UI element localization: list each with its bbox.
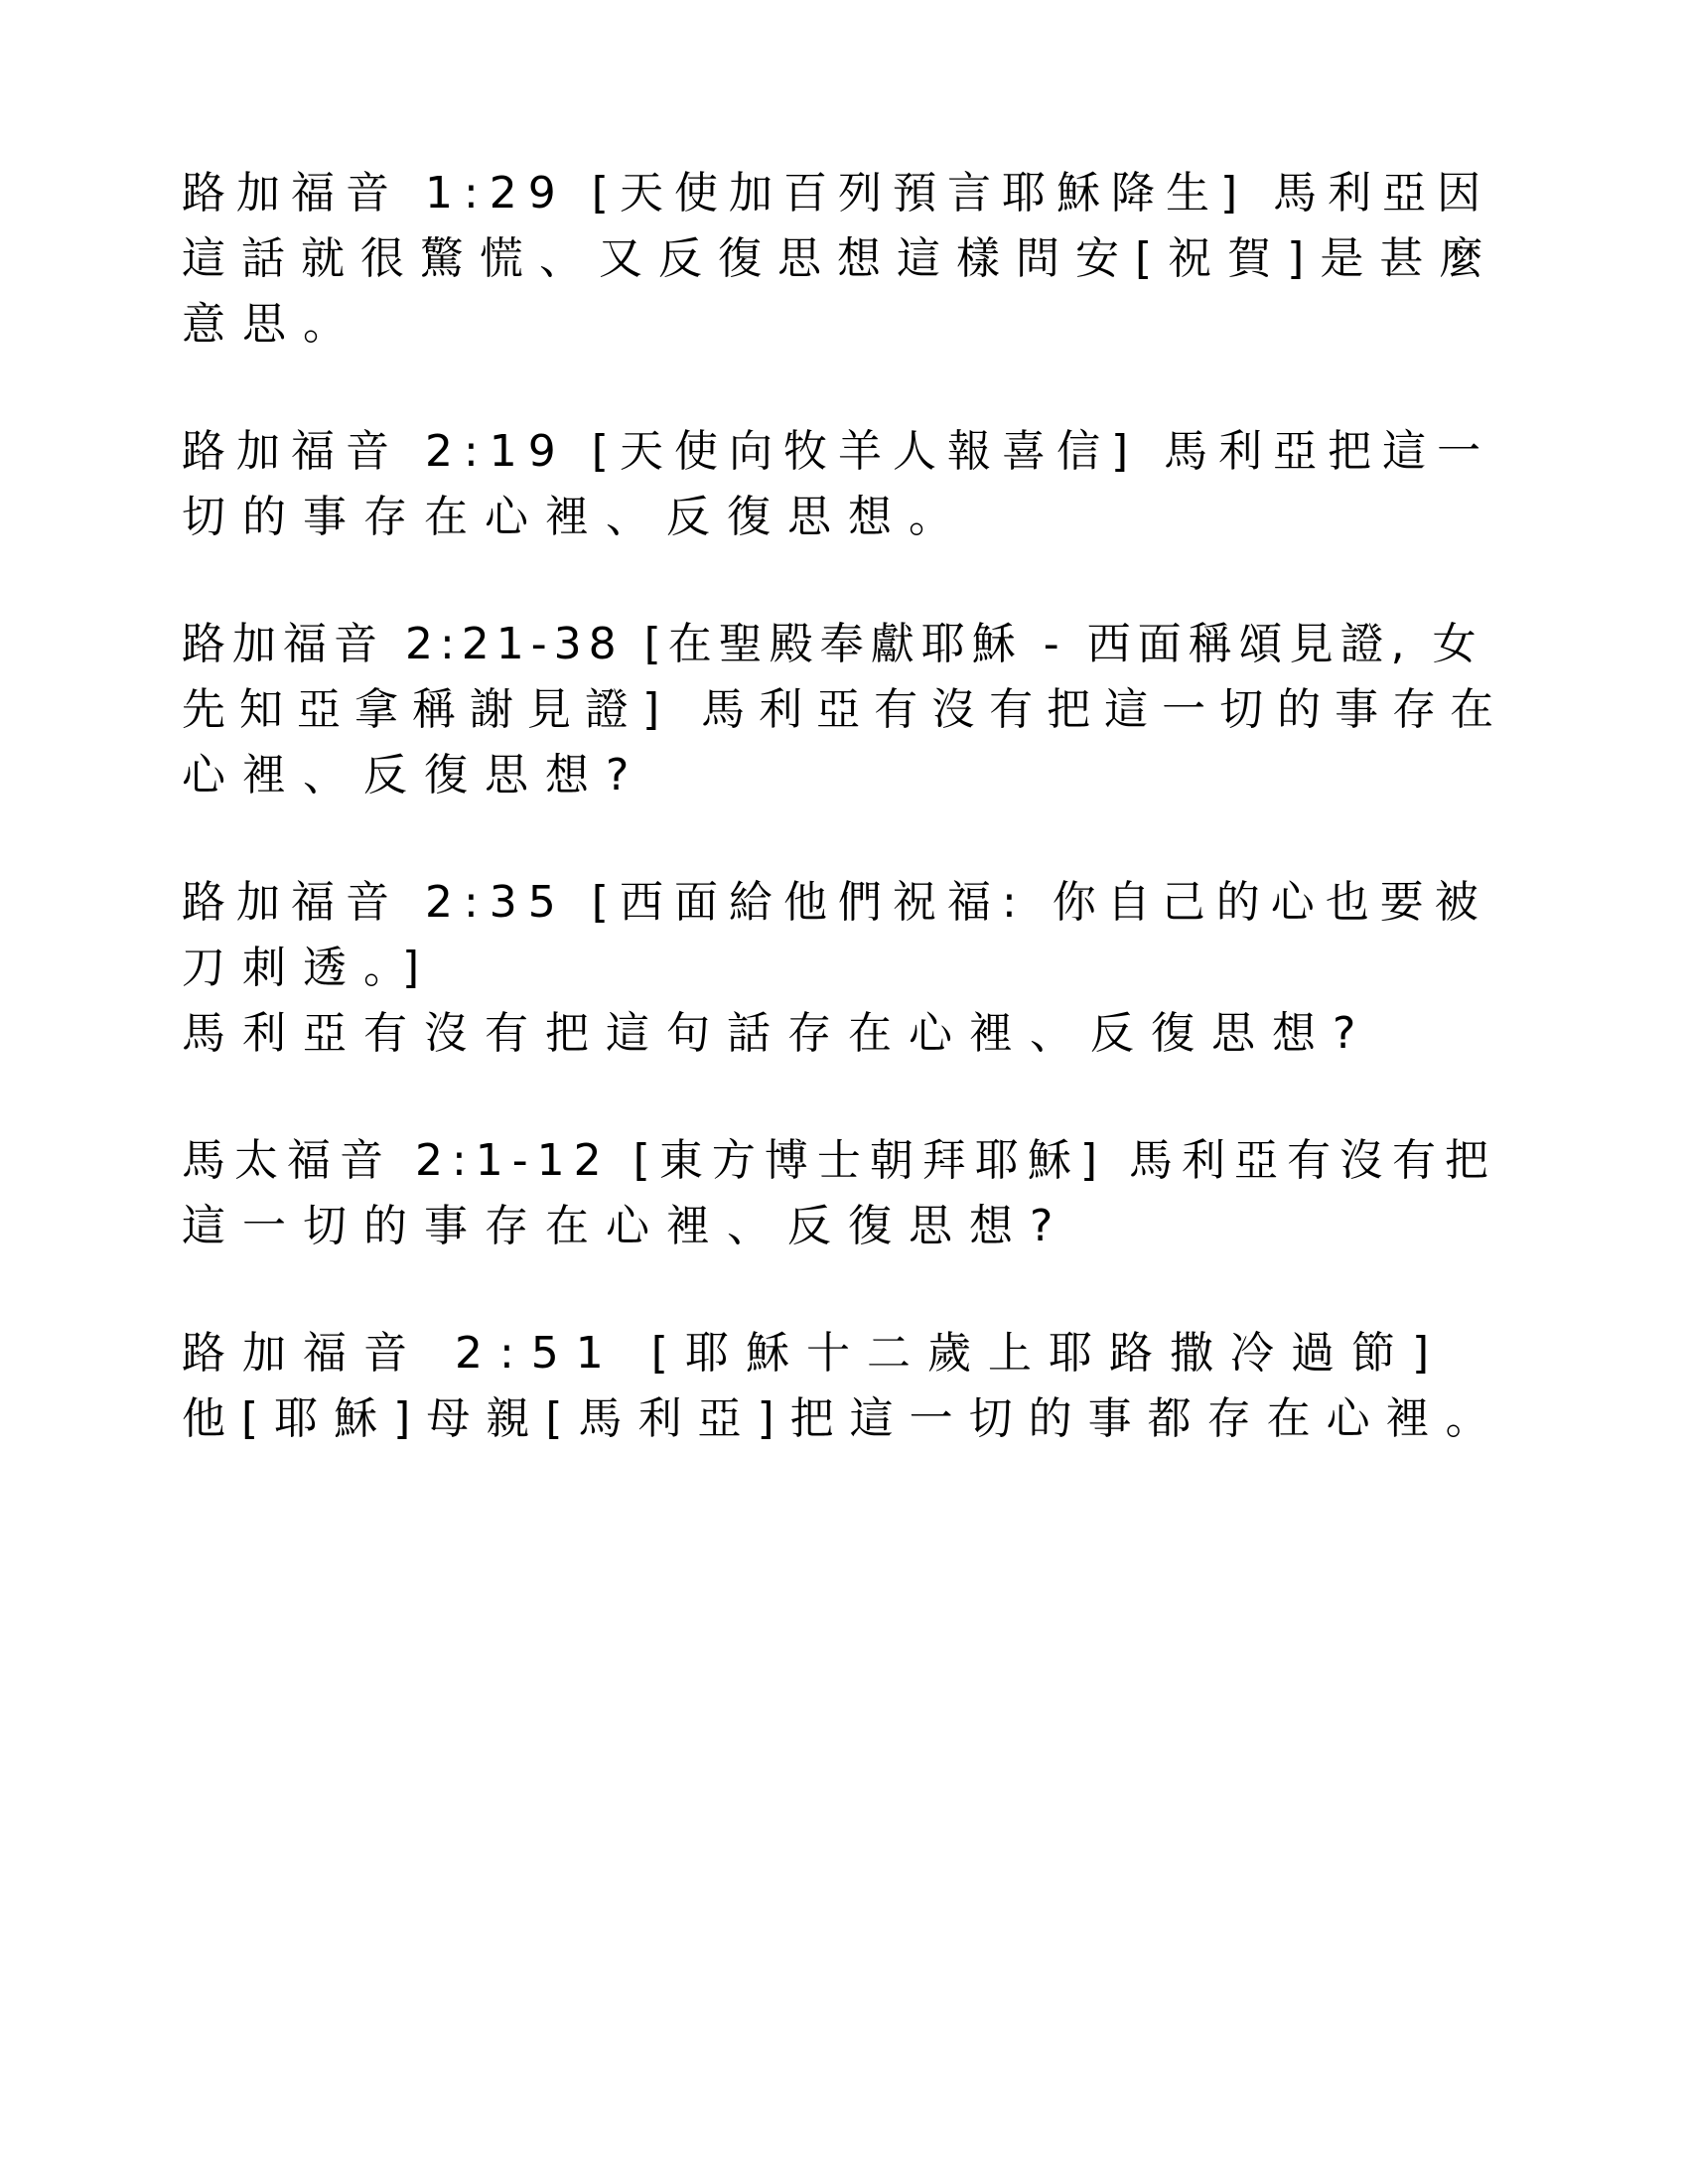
text-line: 意思。 — [182, 299, 363, 350]
text-line: 心裡、反復思想? — [182, 750, 646, 801]
text-line: 路加福音 1:29 [天使加百列預言耶穌降生] 馬利亞因 — [182, 168, 1492, 218]
text-line: 馬利亞有沒有把這句話存在心裡、反復思想? — [182, 1008, 1373, 1059]
paragraph-luke-2-19 — [182, 419, 1512, 550]
text-line: 路加福音 2:21-38 [在聖殿奉獻耶穌 - 西面稱頌見證, 女 — [182, 619, 1483, 669]
paragraph-matthew-2-1-12 — [182, 1128, 1512, 1259]
text-line: 路加福音 2:19 [天使向牧羊人報喜信] 馬利亞把這一 — [182, 426, 1492, 477]
text-line: 路加福音 2:51 [耶穌十二歲上耶路撒冷過節] — [182, 1328, 1447, 1379]
text-line: 路加福音 2:35 [西面給他們祝福: 你自己的心也要被 — [182, 877, 1489, 928]
paragraph-luke-2-21-38 — [182, 612, 1512, 808]
text-line: 切的事存在心裡、反復思想。 — [182, 492, 969, 542]
text-line: 馬太福音 2:1-12 [東方博士朝拜耶穌] 馬利亞有沒有把 — [182, 1135, 1497, 1186]
text-line: 這一切的事存在心裡、反復思想? — [182, 1201, 1070, 1251]
text-line: 先知亞拿稱謝見證] 馬利亞有沒有把這一切的事存在 — [182, 684, 1508, 735]
paragraph-luke-2-35 — [182, 870, 1512, 1067]
text-line: 這話就很驚慌、又反復思想這樣問安[祝賀]是甚麼 — [182, 233, 1499, 284]
document-body — [182, 161, 1512, 1514]
text-line: 刀刺透。] — [182, 943, 437, 993]
paragraph-luke-2-51 — [182, 1321, 1512, 1452]
paragraph-luke-1-29 — [182, 161, 1512, 358]
text-line: 他[耶穌]母親[馬利亞]把這一切的事都存在心裡。 — [182, 1393, 1505, 1444]
